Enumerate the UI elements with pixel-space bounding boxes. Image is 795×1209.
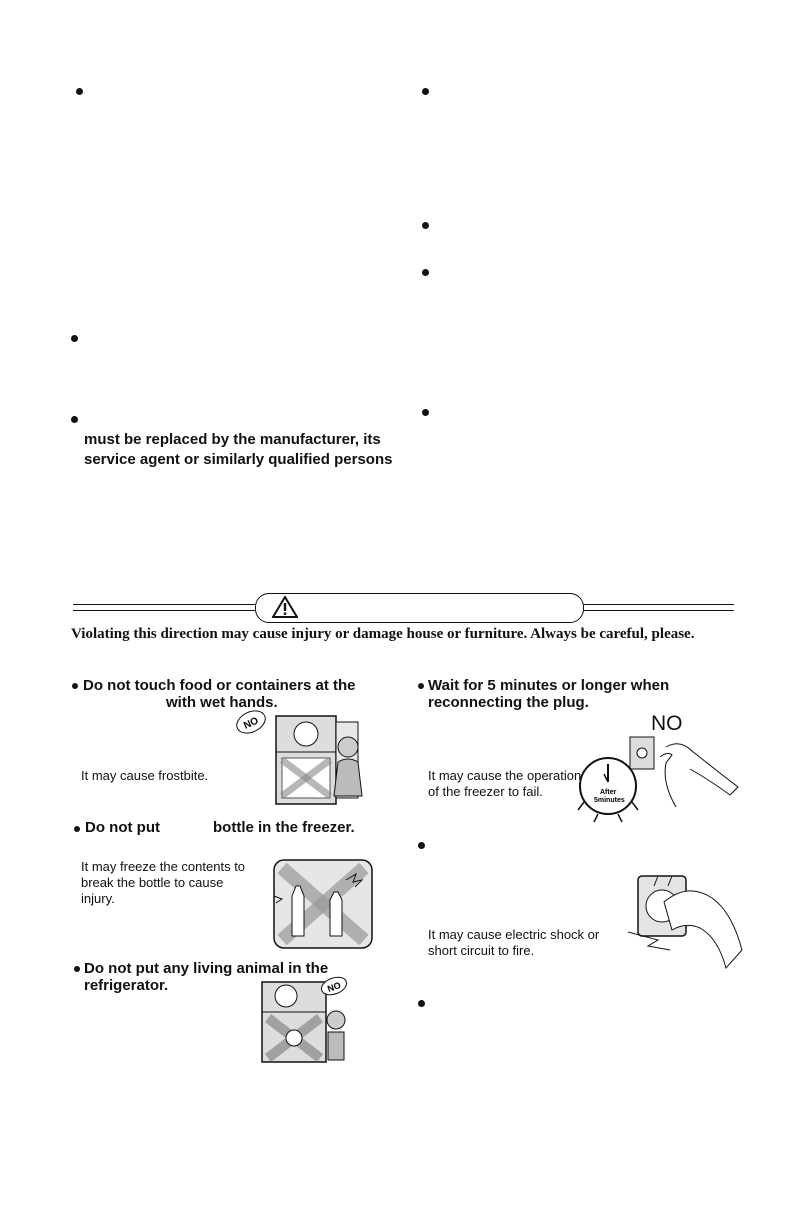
- bottle-title-part1: Do not put: [85, 819, 160, 836]
- plug-wait-note-line2: of the freezer to fail.: [428, 784, 543, 799]
- bullet-dot: [418, 1000, 425, 1007]
- bottle-note-line1: It may freeze the contents to: [81, 859, 246, 874]
- bullet-dot: [74, 826, 80, 832]
- warning-triangle-icon: [272, 596, 298, 618]
- plug-wait-title-line1: Wait for 5 minutes or longer when: [428, 677, 670, 694]
- animal-in-fridge-illustration: [246, 972, 356, 1064]
- bullet-dot: [71, 335, 78, 342]
- fridge-wet-hands-illustration: [226, 702, 376, 810]
- clock-character-icon: [576, 752, 640, 824]
- clock-label-minutes: 5minutes: [594, 797, 625, 804]
- no-badge: NO: [326, 980, 343, 995]
- caution-rule-right-bottom: [582, 610, 734, 611]
- frostbite-title-line2: with wet hands.: [166, 694, 278, 711]
- caution-header-frame: [255, 593, 584, 623]
- power-cord-note-line1: must be replaced by the manufacturer, its: [84, 431, 381, 448]
- caution-subtitle: Violating this direction may cause injury or damage house or furniture. Always be careful, please.: [71, 626, 695, 642]
- bullet-dot: [74, 966, 80, 972]
- bottle-note-line2: break the bottle to cause: [81, 875, 224, 890]
- bullet-dot: [422, 409, 429, 416]
- bullet-dot: [76, 88, 83, 95]
- electric-note-line1: It may cause electric shock or: [428, 927, 600, 942]
- plug-wait-title-line2: reconnecting the plug.: [428, 694, 589, 711]
- caution-rule-left-bottom: [73, 610, 256, 611]
- bullet-dot: [418, 683, 424, 689]
- animal-title-line2: refrigerator.: [84, 977, 169, 994]
- electric-note-line2: short circuit to fire.: [428, 943, 535, 958]
- wet-hand-outlet-illustration: [624, 866, 752, 970]
- power-cord-note-line2: service agent or similarly qualified persons: [84, 451, 393, 468]
- caution-rule-left-top: [73, 604, 256, 605]
- bottle-title-part2: bottle in the freezer.: [213, 819, 355, 836]
- bullet-dot: [422, 222, 429, 229]
- bottle-freezer-illustration: [268, 856, 378, 952]
- no-badge: NO: [242, 715, 261, 732]
- bullet-dot: [418, 842, 425, 849]
- frostbite-title-line1: Do not touch food or containers at the: [83, 677, 356, 694]
- clock-label-after: After: [600, 789, 617, 796]
- no-label: NO: [651, 712, 683, 735]
- bottle-note-line3: injury.: [81, 891, 115, 906]
- bullet-dot: [422, 269, 429, 276]
- frostbite-note: It may cause frostbite.: [81, 768, 209, 783]
- caution-rule-right-top: [582, 604, 734, 605]
- bullet-dot: [72, 683, 78, 689]
- bullet-dot: [71, 416, 78, 423]
- animal-title-line1: Do not put any living animal in the: [84, 960, 329, 977]
- plug-wait-note-line1: It may cause the operation: [428, 768, 582, 783]
- bullet-dot: [422, 88, 429, 95]
